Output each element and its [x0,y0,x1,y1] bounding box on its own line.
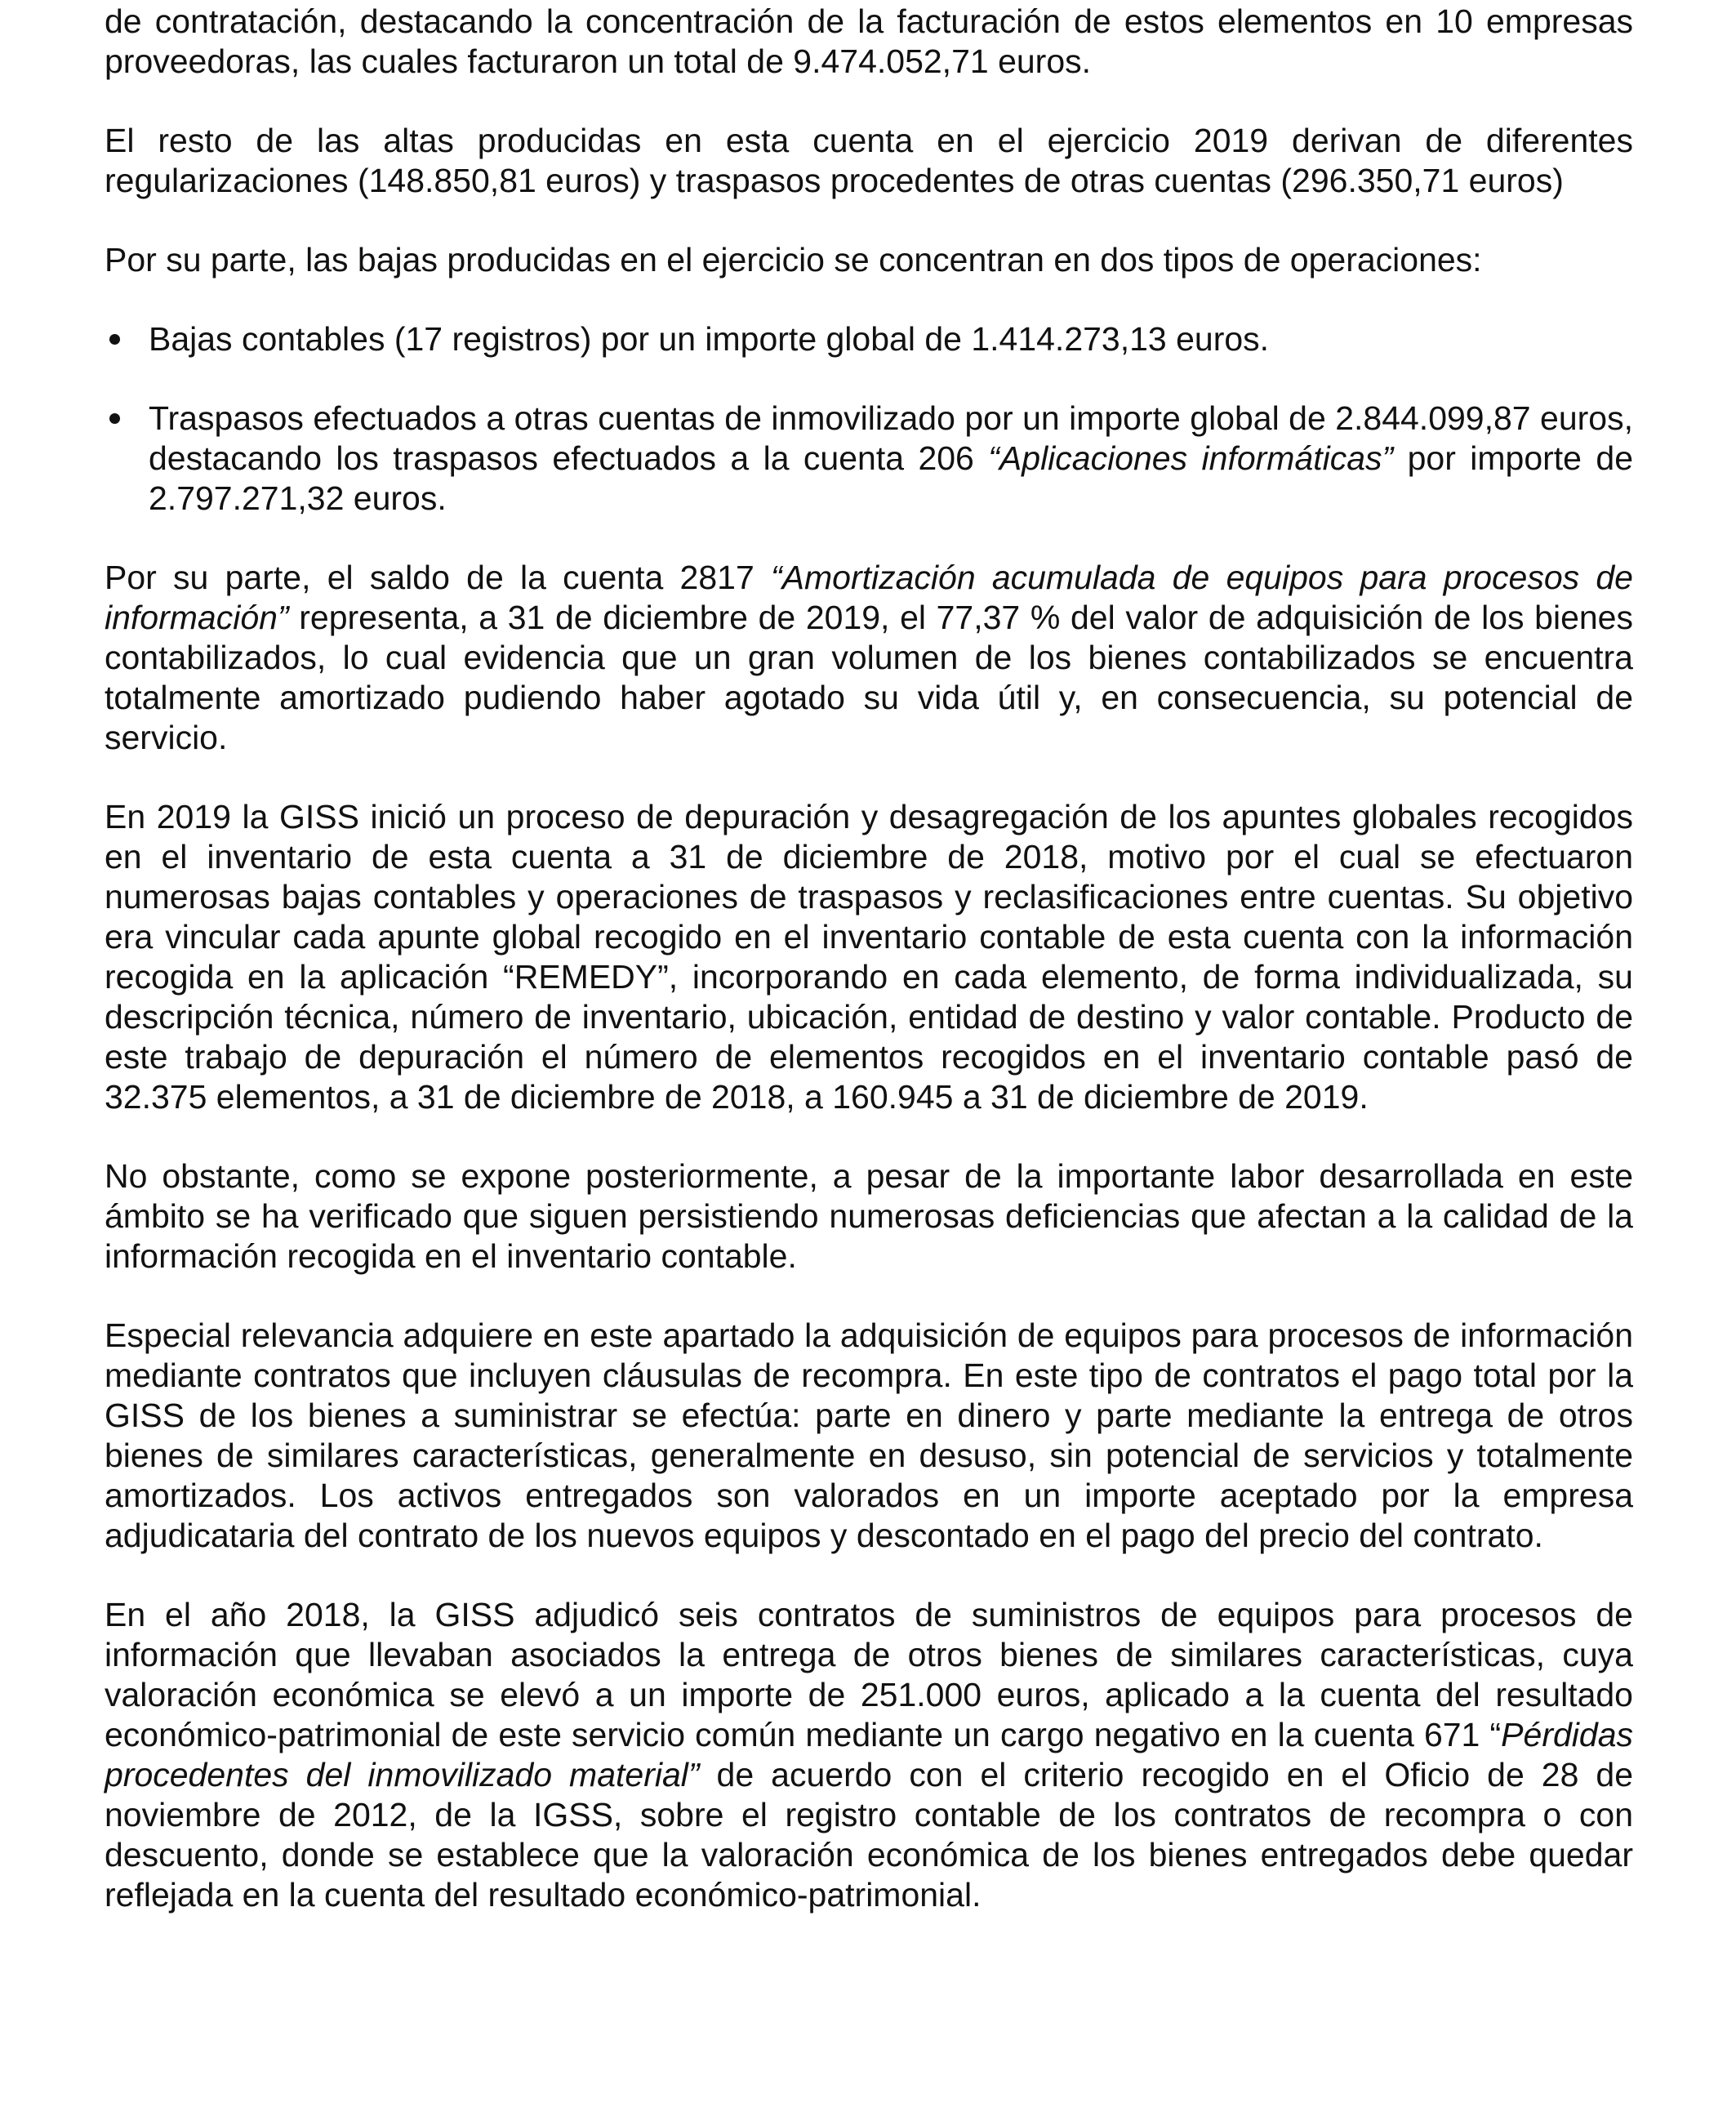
list-item-text: Traspasos efectuados a otras cuentas de inmovilizado por un importe global de 2.844.099,87 euros, destacando los traspasos efectuados a la cuenta 206 [149,399,1633,477]
paragraph-contratos-2018 [105,1595,1633,1915]
list-item-text: Bajas contables (17 registros) por un importe global de 1.414.273,13 euros. [149,320,1270,358]
list-item-emphasis: “Aplicaciones informáticas” [988,439,1394,477]
account-name-emphasis: “Amortización acumulada de equipos para procesos de información” [105,559,1633,636]
text-run: Por su parte, el saldo de la cuenta 2817 [105,559,771,596]
account-name-emphasis: Pérdidas procedentes del inmovilizado material” [105,1716,1633,1793]
paragraph-altas: El resto de las altas producidas en esta cuenta en el ejercicio 2019 derivan de diferentes regularizaciones (148.850,81 euros) y traspasos procedentes de otras cuentas (296.350,71 euros) [105,122,1633,199]
paragraph-recompra: Especial relevancia adquiere en este apartado la adquisición de equipos para procesos de información mediante contratos que incluyen cláusulas de recompra. En este tipo de contratos el pago total por la GISS de los bienes a suministrar se efectúa: parte en dinero y parte mediante la entrega de otros bienes de similares características, generalmente en desuso, sin potencial de servicios y totalmente amortizados. Los activos entregados son valorados en un importe aceptado por la empresa adjudicataria del contrato de los nuevos equipos y descontado en el pago del precio del contrato. [105,1317,1633,1554]
list-item [105,399,1633,519]
paragraph-facturacion: de contratación, destacando la concentración de la facturación de estos elementos en 10 empresas proveedoras, las cuales facturaron un total de 9.474.052,71 euros. [105,2,1633,80]
list-item-text-end: por importe de 2.797.271,32 euros. [149,439,1633,517]
paragraph-bajas-intro: Por su parte, las bajas producidas en el ejercicio se concentran en dos tipos de operaciones: [105,241,1482,278]
paragraph-amortizacion [105,558,1633,758]
paragraph-depuracion: En 2019 la GISS inició un proceso de depuración y desagregación de los apuntes globales recogidos en el inventario de esta cuenta a 31 de diciembre de 2018, motivo por el cual se efectuaron numerosas bajas contables y operaciones de traspasos y reclasificaciones entre cuentas. Su objetivo era vincular cada apunte global recogido en el inventario contable de esta cuenta con la información recogida en la aplicación “REMEDY”, incorporando en cada elemento, de forma individualizada, su descripción técnica, número de inventario, ubicación, entidad de destino y valor contable. Producto de este trabajo de depuración el número de elementos recogidos en el inventario contable pasó de 32.375 elementos, a 31 de diciembre de 2018, a 160.945 a 31 de diciembre de 2019. [105,798,1633,1116]
text-run: representa, a 31 de diciembre de 2019, el 77,37 % del valor de adquisición de los bienes contabilizados, lo cual evidencia que un gran volumen de los bienes contabilizados se encuentra totalmente amortizado pudiendo haber agotado su vida útil y, en consecuencia, su potencial de servicio. [105,599,1633,756]
bajas-list [105,319,1633,519]
document-page [105,2,1633,1954]
list-item [105,319,1633,359]
text-run: En el año 2018, la GISS adjudicó seis contratos de suministros de equipos para procesos de información que llevaban asociados la entrega de otros bienes de similares características, cuya valoración económica se elevó a un importe de 251.000 euros, aplicado a la cuenta del resultado económico-patrimonial de este servicio común mediante un cargo negativo en la cuenta 671 “ [105,1596,1633,1753]
paragraph-deficiencias: No obstante, como se expone posteriormente, a pesar de la importante labor desarrollada en este ámbito se ha verificado que siguen persistiendo numerosas deficiencias que afectan a la calidad de la información recogida en el inventario contable. [105,1157,1633,1275]
text-run: de acuerdo con el criterio recogido en el Oficio de 28 de noviembre de 2012, de la IGSS, sobre el registro contable de los contratos de recompra o con descuento, donde se establece que la valoración económica de los bienes entregados debe quedar reflejada en la cuenta del resultado económico-patrimonial. [105,1756,1634,1914]
